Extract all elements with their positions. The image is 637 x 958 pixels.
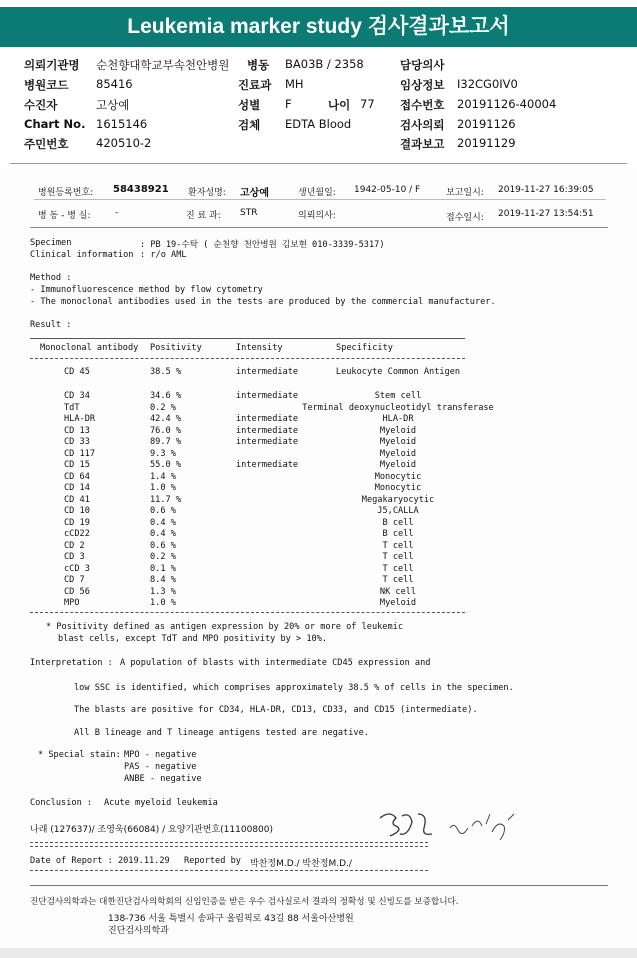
table-row (0, 367, 637, 379)
specificity-cell: NK cell (379, 586, 417, 597)
requested-value: 20191126 (457, 117, 516, 131)
positivity-cell: 76.0 % (150, 425, 182, 436)
stain-label: * Special stain: (38, 750, 121, 760)
positivity-cell: 8.4 % (150, 575, 176, 585)
positivity-cell: 0.1 % (150, 563, 176, 574)
positivity-cell: 1.0 % (150, 598, 176, 608)
specificity-cell: Myeloid (379, 448, 417, 459)
stain-line-2: PAS - negative (124, 762, 197, 772)
antibody-cell: CD 64 (64, 471, 90, 482)
dob-value: 1942-05-10 / F (354, 185, 421, 195)
table-row (0, 460, 637, 472)
conclusion-value: Acute myeloid leukemia (104, 798, 218, 808)
positivity-cell: 1.3 % (150, 586, 176, 597)
received-label: 접수일시: (446, 213, 484, 223)
reg-label: 병원등록번호: (38, 188, 94, 198)
report-date-value: 2019-11-27 16:39:05 (498, 185, 594, 195)
date-rule-top-2 (30, 846, 428, 847)
dob-label: 생년월일: (298, 188, 336, 198)
col-antibody: Monoclonal antibody (40, 343, 139, 353)
positivity-cell: 0.4 % (150, 529, 176, 539)
positivity-cell: 42.4 % (150, 414, 182, 424)
report-banner: Leukemia marker study 검사결과보고서 (0, 7, 637, 47)
table-row (0, 403, 637, 415)
positivity-cell: 0.6 % (150, 506, 176, 516)
table-row (0, 575, 637, 587)
dept-label: 진료과 (238, 78, 272, 92)
specificity-cell: Myeloid (379, 437, 417, 447)
interpretation-line-4: All B lineage and T lineage antigens tested are negative. (74, 728, 369, 738)
antibody-cell: TdT (64, 402, 80, 413)
name-value: 고상예 (240, 188, 269, 199)
specificity-cell: T cell (382, 540, 414, 551)
patient-value: 고상예 (96, 98, 130, 112)
specificity-cell: Megakaryocytic (361, 494, 435, 505)
table-row (0, 518, 637, 530)
result-label: Result : (30, 320, 72, 330)
header-divider (10, 163, 627, 164)
head-rule-2 (30, 227, 608, 228)
table-row (0, 437, 637, 449)
specificity-cell: Myeloid (379, 460, 417, 470)
room-label: 병 동 - 병 실: (38, 211, 91, 221)
reported-by-label: Reported by (184, 856, 241, 866)
interpretation-label: Interpretation : (30, 658, 113, 668)
positivity-cell: 1.4 % (150, 471, 176, 482)
receipt-value: 20191126-40004 (457, 97, 557, 111)
antibody-cell: CD 41 (64, 494, 90, 505)
antibody-cell: CD 14 (64, 483, 90, 493)
interpretation-line-3: The blasts are positive for CD34, HLA-DR, CD13, CD33, and CD15 (intermediate). (74, 705, 478, 715)
table-row (0, 564, 637, 576)
antibody-cell: MPO (64, 598, 80, 608)
intensity-cell: intermediate (236, 437, 299, 447)
room-value: - (115, 208, 119, 218)
signers: 나래 (127637)/ 조영욱(66084) / 요양기관번호(11100800) (30, 825, 274, 835)
intensity-cell: intermediate (236, 414, 299, 424)
table-row (0, 587, 637, 599)
specificity-cell: B cell (382, 517, 414, 528)
positivity-cell: 11.7 % (150, 494, 182, 505)
dept2-value: STR (240, 208, 258, 218)
handwritten-signature (372, 806, 522, 846)
antibody-cell: cCD 3 (64, 563, 90, 574)
report-date-label: 보고일시: (446, 188, 484, 198)
specificity-cell: J5,CALLA (377, 506, 419, 516)
intensity-cell: intermediate (236, 391, 299, 401)
specificity-cell: B cell (382, 529, 414, 539)
table-row (0, 598, 637, 610)
table-row (0, 449, 637, 461)
id-label: 주민번호 (24, 137, 69, 151)
antibody-cell: CD 19 (64, 517, 90, 528)
positivity-cell: 89.7 % (150, 437, 182, 447)
positivity-cell: 55.0 % (150, 460, 182, 470)
antibody-cell: CD 10 (64, 506, 90, 516)
table-row (0, 483, 637, 495)
reported-value: 20191129 (457, 136, 516, 150)
specificity-cell: T cell (382, 575, 414, 585)
antibody-cell: CD 7 (64, 575, 85, 585)
patient-label: 수진자 (24, 98, 58, 112)
footer-rule (30, 885, 608, 886)
chart-value: 1615146 (96, 117, 148, 131)
specificity-cell: Stem cell (374, 391, 422, 401)
conclusion-label: Conclusion : (30, 798, 93, 808)
table-row (0, 472, 637, 484)
footer-dept: 진단검사의학과 (108, 926, 169, 936)
positivity-cell: 0.4 % (150, 517, 176, 528)
positivity-cell: 0.6 % (150, 540, 176, 551)
method-label: Method : (30, 273, 72, 283)
positivity-cell: 34.6 % (150, 391, 182, 401)
positivity-cell: 0.2 % (150, 552, 176, 562)
col-intensity: Intensity (236, 343, 283, 353)
intensity-cell: intermediate (236, 460, 299, 470)
positivity-cell: 38.5 % (150, 367, 182, 377)
specimen-text: : PB 19-수탁 ( 순천향 천안병원 김보현 010-3339-5317) (140, 240, 385, 250)
stain-line-3: ANBE - negative (124, 774, 202, 784)
head-rule-1 (34, 199, 606, 200)
date-rule-top (30, 842, 428, 843)
intensity-cell: intermediate (236, 425, 299, 436)
antibody-cell: CD 34 (64, 391, 90, 401)
specimen-label-2: Specimen (30, 238, 72, 248)
table-row (0, 414, 637, 426)
specificity-cell: Monocytic (374, 471, 422, 482)
positivity-cell: 1.0 % (150, 483, 176, 493)
table-row (0, 391, 637, 403)
antibody-cell: CD 13 (64, 425, 90, 436)
page-bottom-band (0, 948, 637, 958)
reported-by-value: 박찬정M.D./ 박찬정M.D./ (250, 859, 352, 869)
positivity-cell: 9.3 % (150, 448, 176, 459)
col-positivity: Positivity (150, 343, 202, 353)
footnote-line-2: blast cells, except TdT and MPO positivity by > 10%. (58, 634, 328, 644)
antibody-cell: CD 117 (64, 448, 96, 459)
table-row (0, 495, 637, 507)
antibody-cell: HLA-DR (64, 414, 96, 424)
age-value: 77 (360, 97, 375, 111)
method-line-2: - The monoclonal antibodies used in the tests are produced by the commercial manufacturer. (30, 297, 496, 307)
sex-value: F (285, 97, 292, 111)
antibody-cell: CD 3 (64, 552, 85, 562)
specificity-cell: HLA-DR (382, 414, 414, 424)
reg-value: 58438921 (113, 184, 169, 195)
id-value: 420510-2 (96, 136, 152, 150)
table-row (0, 426, 637, 438)
interpretation-line-2: low SSC is identified, which comprises approximately 38.5 % of cells in the specimen. (74, 683, 514, 693)
sex-label: 성별 (238, 98, 261, 112)
col-specificity: Specificity (336, 343, 393, 353)
reported-label: 결과보고 (400, 137, 445, 151)
clinical-info-label: Clinical information (30, 250, 134, 260)
age-label: 나이 (328, 98, 351, 112)
specificity-cell: T cell (382, 563, 414, 574)
specificity-cell: Myeloid (379, 598, 417, 608)
clinical-label: 임상정보 (400, 78, 445, 92)
specificity-cell: T cell (382, 552, 414, 562)
antibody-cell: cCD22 (64, 529, 90, 539)
hospital-value: 순천향대학교부속천안병원 (96, 58, 230, 72)
dept-value: MH (285, 77, 304, 91)
table-row (0, 541, 637, 553)
name-label: 환자성명: (188, 188, 226, 198)
specimen-value: EDTA Blood (285, 117, 352, 131)
specificity-cell: Myeloid (379, 425, 417, 436)
positivity-cell: 0.2 % (150, 402, 176, 413)
footnote-line-1: * Positivity defined as antigen expression by 20% or more of leukemic (46, 622, 403, 632)
antibody-cell: CD 15 (64, 460, 90, 470)
antibody-cell: CD 45 (64, 367, 90, 377)
clinical-info-value: : r/o AML (140, 250, 187, 260)
result-rule-header (30, 358, 465, 359)
hospital-label: 의뢰기관명 (24, 58, 80, 72)
date-of-report: Date of Report : 2019.11.29 (30, 856, 170, 866)
req-doctor-label: 의뢰의사: (298, 211, 336, 221)
antibody-cell: CD 56 (64, 586, 90, 597)
receipt-label: 접수번호 (400, 98, 445, 112)
specificity-cell: Leukocyte Common Antigen (335, 367, 461, 377)
stain-line-1: MPO - negative (124, 750, 197, 760)
table-row (0, 552, 637, 564)
date-rule-bottom (30, 870, 428, 871)
hospcode-value: 85416 (96, 77, 133, 91)
doctor-label: 담당의사 (400, 58, 445, 72)
specificity-cell: Terminal deoxynucleotidyl transferase (302, 402, 494, 413)
table-row (0, 529, 637, 541)
antibody-cell: CD 2 (64, 540, 85, 551)
antibody-cell: CD 33 (64, 437, 90, 447)
specificity-cell: Monocytic (374, 483, 422, 493)
ward-value: BA03B / 2358 (285, 57, 364, 71)
certification-text: 진단검사의학과는 대한진단검사의학회의 신임인증을 받은 우수 검사실로서 결과의 정확성 및 신빙도를 보증합니다. (30, 897, 459, 907)
specimen-label: 검체 (238, 118, 261, 132)
result-rule-top (30, 338, 465, 339)
result-rule-bottom (30, 612, 465, 613)
chart-label: Chart No. (24, 117, 86, 131)
ward-label: 병동 (247, 58, 270, 72)
intensity-cell: intermediate (236, 367, 299, 377)
hospcode-label: 병원코드 (24, 78, 69, 92)
requested-label: 검사의뢰 (400, 118, 445, 132)
interpretation-line-1: A population of blasts with intermediate CD45 expression and (120, 658, 431, 668)
footer-address: 138-736 서울 특별시 송파구 올림픽로 43길 88 서울아산병원 (108, 914, 354, 924)
dept2-label: 진 료 과: (186, 211, 221, 221)
clinical-value: I32CG0IV0 (457, 77, 518, 91)
table-row (0, 506, 637, 518)
method-line-1: - Immunofluorescence method by flow cytometry (30, 285, 263, 295)
received-value: 2019-11-27 13:54:51 (498, 209, 594, 219)
